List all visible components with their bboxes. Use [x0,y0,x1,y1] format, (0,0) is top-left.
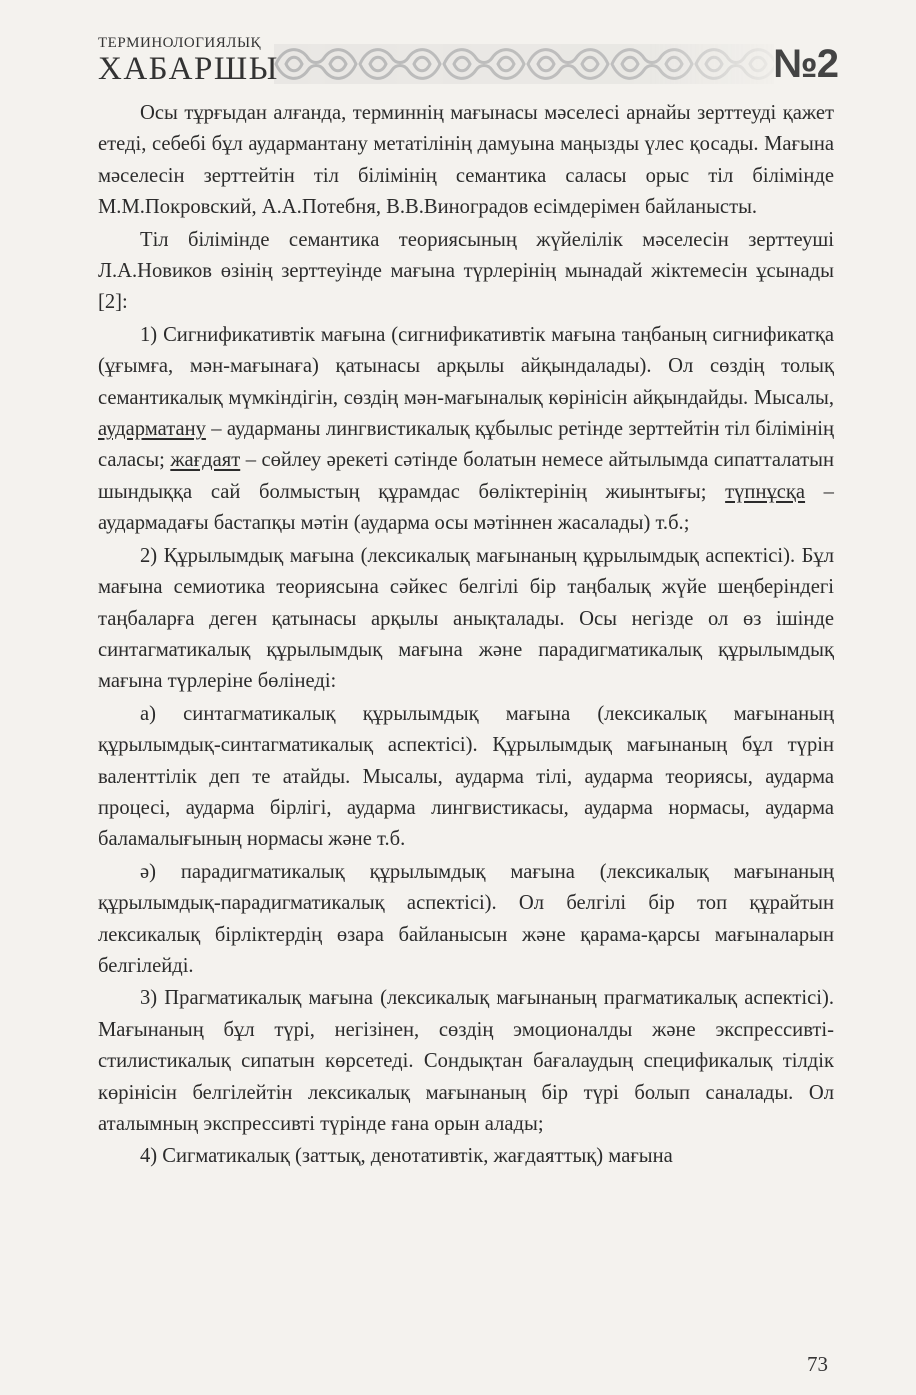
journal-name-line1: ТЕРМИНОЛОГИЯЛЫҚ [98,35,262,51]
paragraph-2: Тіл білімінде семантика теориясының жүйелілік мәселесін зерттеуші Л.А.Новиков өзінің зерттеуінде мағына түрлерінің мынадай жіктемесін ұсынады [2]: [98,228,834,314]
term-tupnuska: түпнұсқа [725,480,806,503]
paragraph-7: 3) Прагматикалық мағына (лексикалық мағынаның прагматикалық аспектісі). Мағынаның бұл түрі, негізінен, сөздің эмоционалды және экспрессивті-стилистикалық сипатын көрсетеді. Сондықтан бағалаудың спецификалық тілдік көрінісін белгілейтін лексикалық мағынаның бір түрі болып саналады. Ол аталымның экспрессивті түрінде ғана орын алады; [98,987,834,1135]
page-number: 73 [807,1352,828,1376]
page-header [98,36,838,98]
paragraph-3-text-2: – аударманы лингвистикалық құбылыс ретінде зерттейтін тіл білімінің саласы; [98,418,834,472]
term-audarmatanu: аударматану [98,418,206,441]
paragraph-1: Осы тұрғыдан алғанда, терминнің мағынасы мәселесі арнайы зерттеуді қажет етеді, себебі бұл аудармантану метатілінің дамуына маңызды үлес қосады. Мағына мәселесін зерттейтін тіл білімінің семантика саласы орыс тіл білімінде М.М.Покровский, А.А.Потебня, В.В.Виноградов есімдерімен байланысты. [98,102,834,219]
paragraph-5: а) синтагматикалық құрылымдық мағына (лексикалық мағынаның құрылымдық-синтагматикалық аспектісі). Құрылымдық мағынаның бұл түрін валенттілік деп те атайды. Мысалы, аударма тілі, аударма теориясы, аударма процесі, аударма бірлігі, аударма лингвистикасы, аударма нормасы, аударма баламалығының нормасы және т.б. [98,702,834,851]
issue-number: №2 [773,42,838,86]
paragraph-8: 4) Сигматикалық (заттық, денотативтік, жағдаяттық) мағына [140,1145,673,1168]
journal-name [98,36,279,86]
journal-name-line2: ХАБАРШЫ [98,51,279,87]
ornament-band [274,42,774,86]
paragraph-4: 2) Құрылымдық мағына (лексикалық мағынаның құрылымдық аспектісі). Бұл мағына семиотика теориясына сәйкес белгілі бір таңбалық жүйе шеңберіндегі таңбаларға деген қатынасы арқылы анықталады. Осы негізде ол өз ішінде синтагматикалық құрылымдық мағына және парадигматикалық құрылымдық мағына түрлеріне бөлінеді: [98,544,834,693]
paragraph-3-text-4: – аудармадағы бастапқы мәтін (аударма осы мәтіннен жасалады) т.б.; [98,480,834,535]
paragraph-6: ә) парадигматикалық құрылымдық мағына (лексикалық мағынаның құрылымдық-парадигматикалық аспектісі). Ол белгілі бір топ құрайтын лексикалық бірліктердің өзара байланысын және қарама-қарсы мағыналарын белгілейді. [98,860,834,977]
paragraph-3-text-3: – сөйлеу әрекеті сәтінде болатын немесе айтылымда сипатталатын шындыққа сай болмыстың құрамдас бөліктерінің жиынтығы; [98,449,834,503]
term-zhagdayat: жағдаят [170,449,241,472]
paragraph-3 [98,320,834,540]
article-body [98,98,834,1174]
paragraph-3-text-1: 1) Сигнификативтік мағына (сигнификативтік мағына таңбаның сигнификатқа (ұғымға, мән-мағынаға) қатынасы арқылы айқындалады). Ол сөздің толық семантикалық мүмкіндігін, сөздің мән-мағыналық көрінісін айқындайды. Мысалы, [98,323,834,409]
